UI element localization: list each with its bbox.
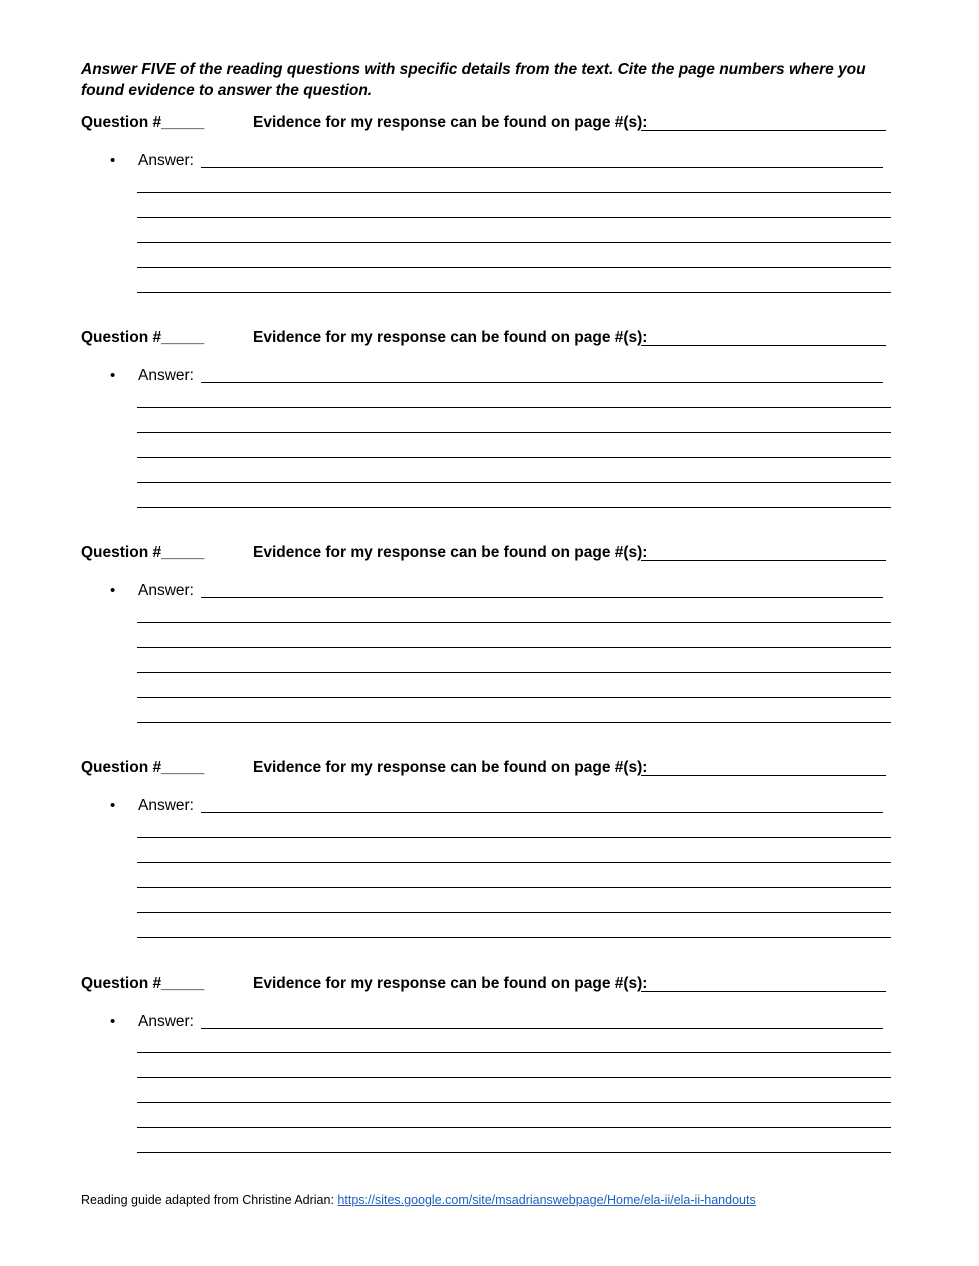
answer-line[interactable]	[201, 382, 883, 383]
answer-line[interactable]	[137, 1152, 891, 1153]
answer-line[interactable]	[137, 1102, 891, 1103]
evidence-page-blank[interactable]	[641, 560, 886, 561]
question-block-3	[0, 543, 979, 743]
question-number-label: Question #_____	[81, 975, 205, 992]
answer-line[interactable]	[201, 1028, 883, 1029]
answer-line[interactable]	[137, 192, 891, 193]
question-number-label: Question #_____	[81, 759, 205, 776]
answer-line[interactable]	[137, 697, 891, 698]
question-block-5	[0, 974, 979, 1174]
answer-line[interactable]	[137, 647, 891, 648]
answer-line[interactable]	[137, 1052, 891, 1053]
answer-line[interactable]	[137, 242, 891, 243]
answer-label: Answer:	[138, 367, 194, 384]
evidence-page-blank[interactable]	[641, 345, 886, 346]
bullet-icon: •	[110, 582, 116, 599]
answer-line[interactable]	[137, 937, 891, 938]
footer-credit-text: Reading guide adapted from Christine Adrian:	[81, 1193, 334, 1207]
bullet-icon: •	[110, 367, 116, 384]
evidence-label: Evidence for my response can be found on page #(s):	[253, 114, 648, 131]
footer-source-link[interactable]: https://sites.google.com/site/msadrianswebpage/Home/ela-ii/ela-ii-handouts	[337, 1193, 756, 1207]
evidence-label: Evidence for my response can be found on page #(s):	[253, 759, 648, 776]
question-block-1	[0, 113, 979, 313]
answer-line[interactable]	[201, 812, 883, 813]
bullet-icon: •	[110, 797, 116, 814]
answer-label: Answer:	[138, 1013, 194, 1030]
question-number-label: Question #_____	[81, 544, 205, 561]
answer-line[interactable]	[137, 862, 891, 863]
bullet-icon: •	[110, 1013, 116, 1030]
answer-line[interactable]	[137, 432, 891, 433]
answer-line[interactable]	[137, 722, 891, 723]
answer-line[interactable]	[137, 457, 891, 458]
answer-line[interactable]	[137, 267, 891, 268]
evidence-page-blank[interactable]	[641, 775, 886, 776]
answer-label: Answer:	[138, 152, 194, 169]
answer-line[interactable]	[137, 407, 891, 408]
evidence-label: Evidence for my response can be found on page #(s):	[253, 329, 648, 346]
answer-line[interactable]	[201, 597, 883, 598]
question-number-label: Question #_____	[81, 329, 205, 346]
answer-line[interactable]	[137, 672, 891, 673]
evidence-page-blank[interactable]	[641, 130, 886, 131]
answer-line[interactable]	[137, 482, 891, 483]
answer-line[interactable]	[137, 507, 891, 508]
answer-line[interactable]	[137, 887, 891, 888]
instructions-text: Answer FIVE of the reading questions with specific details from the text. Cite the page numbers where you found evidence to answer the question.	[81, 61, 866, 99]
answer-label: Answer:	[138, 797, 194, 814]
answer-line[interactable]	[137, 217, 891, 218]
question-block-2	[0, 328, 979, 528]
answer-line[interactable]	[137, 292, 891, 293]
evidence-label: Evidence for my response can be found on page #(s):	[253, 975, 648, 992]
footer-credit	[81, 1192, 756, 1208]
answer-line[interactable]	[137, 837, 891, 838]
question-number-label: Question #_____	[81, 114, 205, 131]
evidence-label: Evidence for my response can be found on page #(s):	[253, 544, 648, 561]
answer-line[interactable]	[137, 622, 891, 623]
answer-line[interactable]	[137, 1127, 891, 1128]
answer-line[interactable]	[137, 912, 891, 913]
evidence-page-blank[interactable]	[641, 991, 886, 992]
answer-line[interactable]	[137, 1077, 891, 1078]
answer-label: Answer:	[138, 582, 194, 599]
question-block-4	[0, 758, 979, 958]
bullet-icon: •	[110, 152, 116, 169]
answer-line[interactable]	[201, 167, 883, 168]
